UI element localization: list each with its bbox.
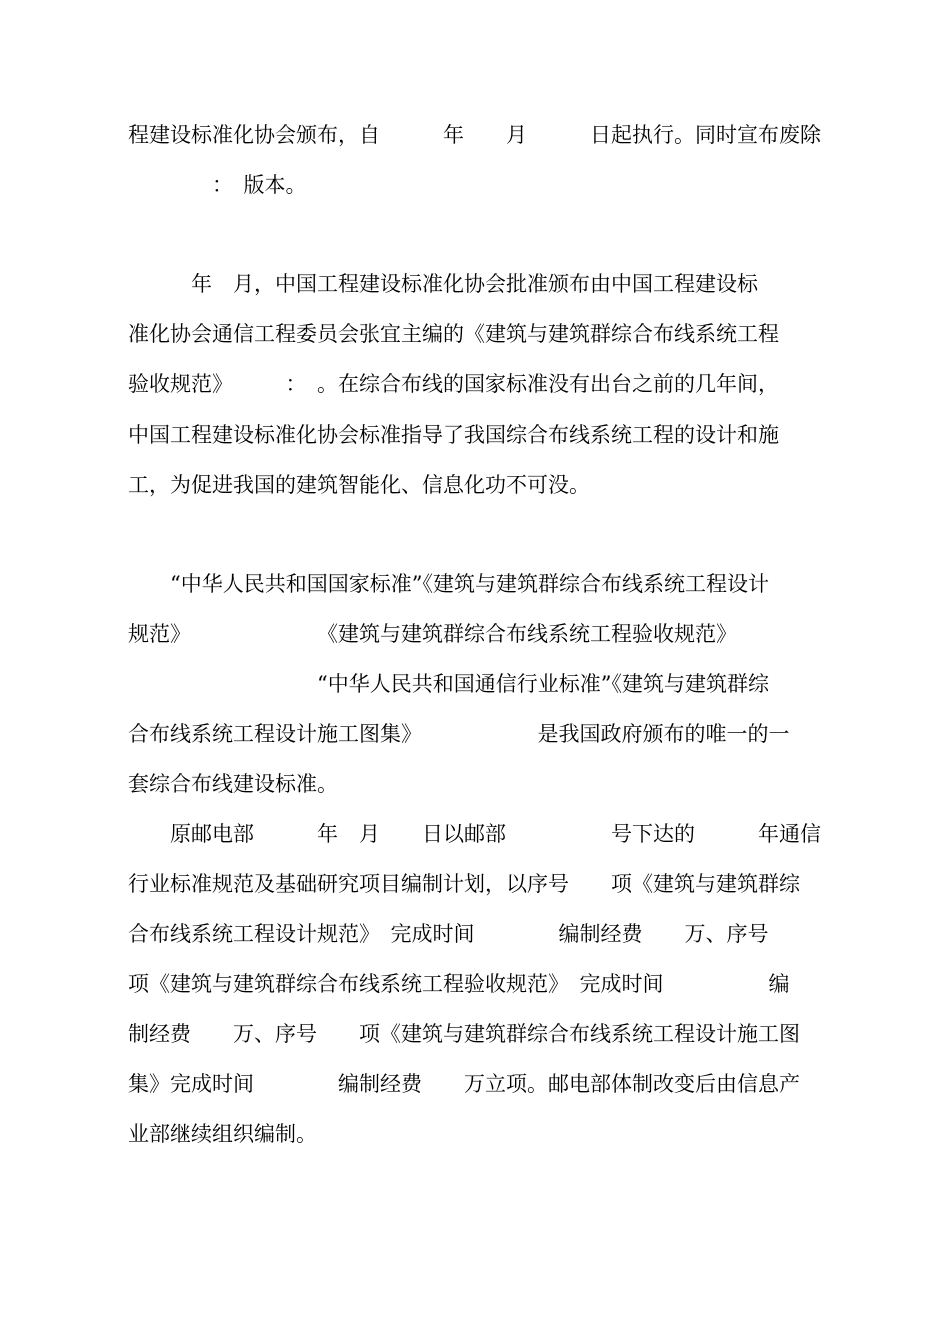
text-line: 业部继续组织编制。 [128,1122,317,1146]
text-line: 项《建筑与建筑群综合布线系统工程验收规范》 完成时间 编 [128,972,790,996]
text-line: 验收规范》 ： 。在综合布线的国家标准没有出台之前的几年间， [128,372,779,396]
text-line: 集》完成时间 编制经费 万立项。邮电部体制改变后由信息产 [128,1072,800,1096]
text-line: 制经费 万、序号 项《建筑与建筑群综合布线系统工程设计施工图 [128,1022,800,1046]
text-line: 套综合布线建设标准。 [128,772,338,796]
text-line: 行业标准规范及基础研究项目编制计划，以序号 项《建筑与建筑群综 [128,872,800,896]
text-line: 程建设标准化协会颁布，自 年 月 日起执行。同时宣布废除 [128,123,821,147]
text-line: 中国工程建设标准化协会标准指导了我国综合布线系统工程的设计和施 [128,423,779,447]
text-line: 规范》 《建筑与建筑群综合布线系统工程验收规范》 [128,622,737,646]
text-line: 年 月，中国工程建设标准化协会批准颁布由中国工程建设标 [128,272,758,296]
text-line: 合布线系统工程设计规范》 完成时间 编制经费 万、序号 [128,922,769,946]
text-line: “中华人民共和国通信行业标准”《建筑与建筑群综 [128,672,769,696]
text-line: 工，为促进我国的建筑智能化、信息化功不可没。 [128,473,590,497]
text-line: “中华人民共和国国家标准”《建筑与建筑群综合布线系统工程设计 [128,572,769,596]
text-line: 合布线系统工程设计施工图集》 是我国政府颁布的唯一的一 [128,722,790,746]
text-line: 准化协会通信工程委员会张宜主编的《建筑与建筑群综合布线系统工程 [128,322,779,346]
text-line: ： 版本。 [128,173,307,197]
text-line: 原邮电部 年 月 日以邮部 号下达的 年通信 [128,822,821,846]
